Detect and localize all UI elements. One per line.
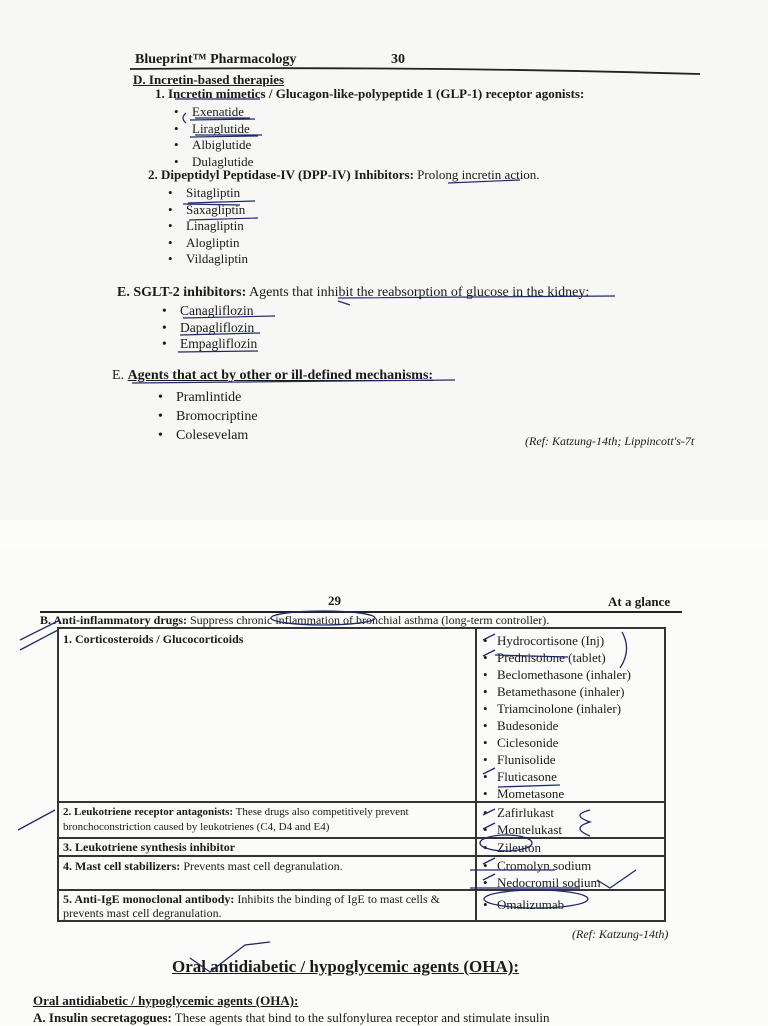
section-d2-label-bold: 2. Dipeptidyl Peptidase-IV (DPP-IV) Inhibitors: [148, 167, 414, 182]
book-header-title: Blueprint™ Pharmacology [135, 52, 297, 67]
list-item: • Omalizumab [481, 896, 564, 913]
section-a-label-bold: A. Insulin secretagogues: [33, 1010, 172, 1025]
list-item: • Dulaglutide [172, 154, 253, 171]
list-item: • Albiglutide [172, 137, 253, 154]
list-item: • Dapagliflozin [160, 320, 257, 337]
at-a-glance-label: At a glance [608, 594, 671, 609]
sglt2-label-bold: E. SGLT-2 inhibitors: [117, 285, 247, 300]
other-label-prefix: E. [112, 368, 128, 383]
row-3-class-label: 3. Leukotriene synthesis inhibitor [63, 840, 236, 854]
reference-note-29: (Ref: Katzung-14th) [572, 927, 669, 941]
list-item: • Colesevelam [156, 426, 258, 445]
list-item: • Prednisolone (tablet) [481, 649, 631, 666]
list-item: • Beclomethasone (inhaler) [481, 666, 631, 683]
list-item: • Zafirlukast [481, 804, 562, 821]
list-item: • Linagliptin [166, 218, 248, 235]
list-item: • Saxagliptin [166, 202, 248, 219]
row-4-class-label: 4. Mast cell stabilizers: [63, 859, 181, 873]
list-item: • Betamethasone (inhaler) [481, 683, 631, 700]
list-item: • Canagliflozin [160, 303, 257, 320]
list-item: • Pramlintide [156, 388, 258, 407]
reference-note: (Ref: Katzung-14th; Lippincott's-7t [525, 434, 695, 448]
row-1-class-label: 1. Corticosteroids / Glucocorticoids [63, 632, 244, 646]
list-item: • Sitagliptin [166, 185, 248, 202]
row-5-class-label: 5. Anti-IgE monoclonal antibody: [63, 892, 235, 906]
section-d2-label-rest: Prolong incretin action. [413, 167, 540, 182]
section-b-label-rest: Suppress chronic inflammation of bronchial asthma (long-term controller). [187, 613, 550, 627]
list-item: • Mometasone [481, 785, 631, 802]
list-item: • Nedocromil sodium [481, 874, 601, 891]
list-item: • Cromolyn sodium [481, 857, 601, 874]
oha-subheading: Oral antidiabetic / hypoglycemic agents (OHA): [33, 993, 299, 1008]
list-item: • Exenatide [172, 104, 253, 121]
list-item: • Ciclesonide [481, 734, 631, 751]
list-item: • Empagliflozin [160, 336, 257, 353]
section-b-label-bold: B. Anti-inflammatory drugs: [40, 613, 187, 627]
page-number-29: 29 [328, 593, 341, 608]
other-label-bold: Agents that act by other or ill-defined mechanisms: [127, 368, 434, 383]
row-2-class-desc: These drugs also competitively prevent bronchoconstriction caused by leukotrienes (C4, D4 and E4) [63, 806, 409, 833]
oha-heading: Oral antidiabetic / hypoglycemic agents (OHA): [172, 957, 520, 976]
section-a-label-rest: These agents that bind to the sulfonylurea receptor and stimulate insulin [171, 1010, 550, 1025]
list-item: • Flunisolide [481, 751, 631, 768]
list-item: • Montelukast [481, 821, 562, 838]
section-d-title: D. Incretin-based therapies [133, 72, 285, 87]
row-4-class-desc: Prevents mast cell degranulation. [180, 859, 343, 873]
list-item: • Hydrocortisone (Inj) [481, 632, 631, 649]
list-item: • Fluticasone [481, 768, 631, 785]
row-5-class-desc: Inhibits the binding of IgE to mast cells & prevents mast cell degranulation. [63, 892, 441, 920]
list-item: • Liraglutide [172, 121, 253, 138]
list-item: • Alogliptin [166, 235, 248, 252]
list-item: • Bromocriptine [156, 407, 258, 426]
sglt2-label-rest: Agents that inhibit the reabsorption of glucose in the kidney: [246, 285, 590, 300]
list-item: • Vildagliptin [166, 251, 248, 268]
page-number: 30 [391, 52, 405, 67]
row-2-class-label: 2. Leukotriene receptor antagonists: [63, 806, 234, 818]
section-d1-label: 1. Incretin mimetics / Glucagon-like-polypeptide 1 (GLP-1) receptor agonists: [155, 86, 585, 101]
list-item: • Budesonide [481, 717, 631, 734]
list-item: • Triamcinolone (inhaler) [481, 700, 631, 717]
list-item: • Zileuton [481, 839, 541, 856]
